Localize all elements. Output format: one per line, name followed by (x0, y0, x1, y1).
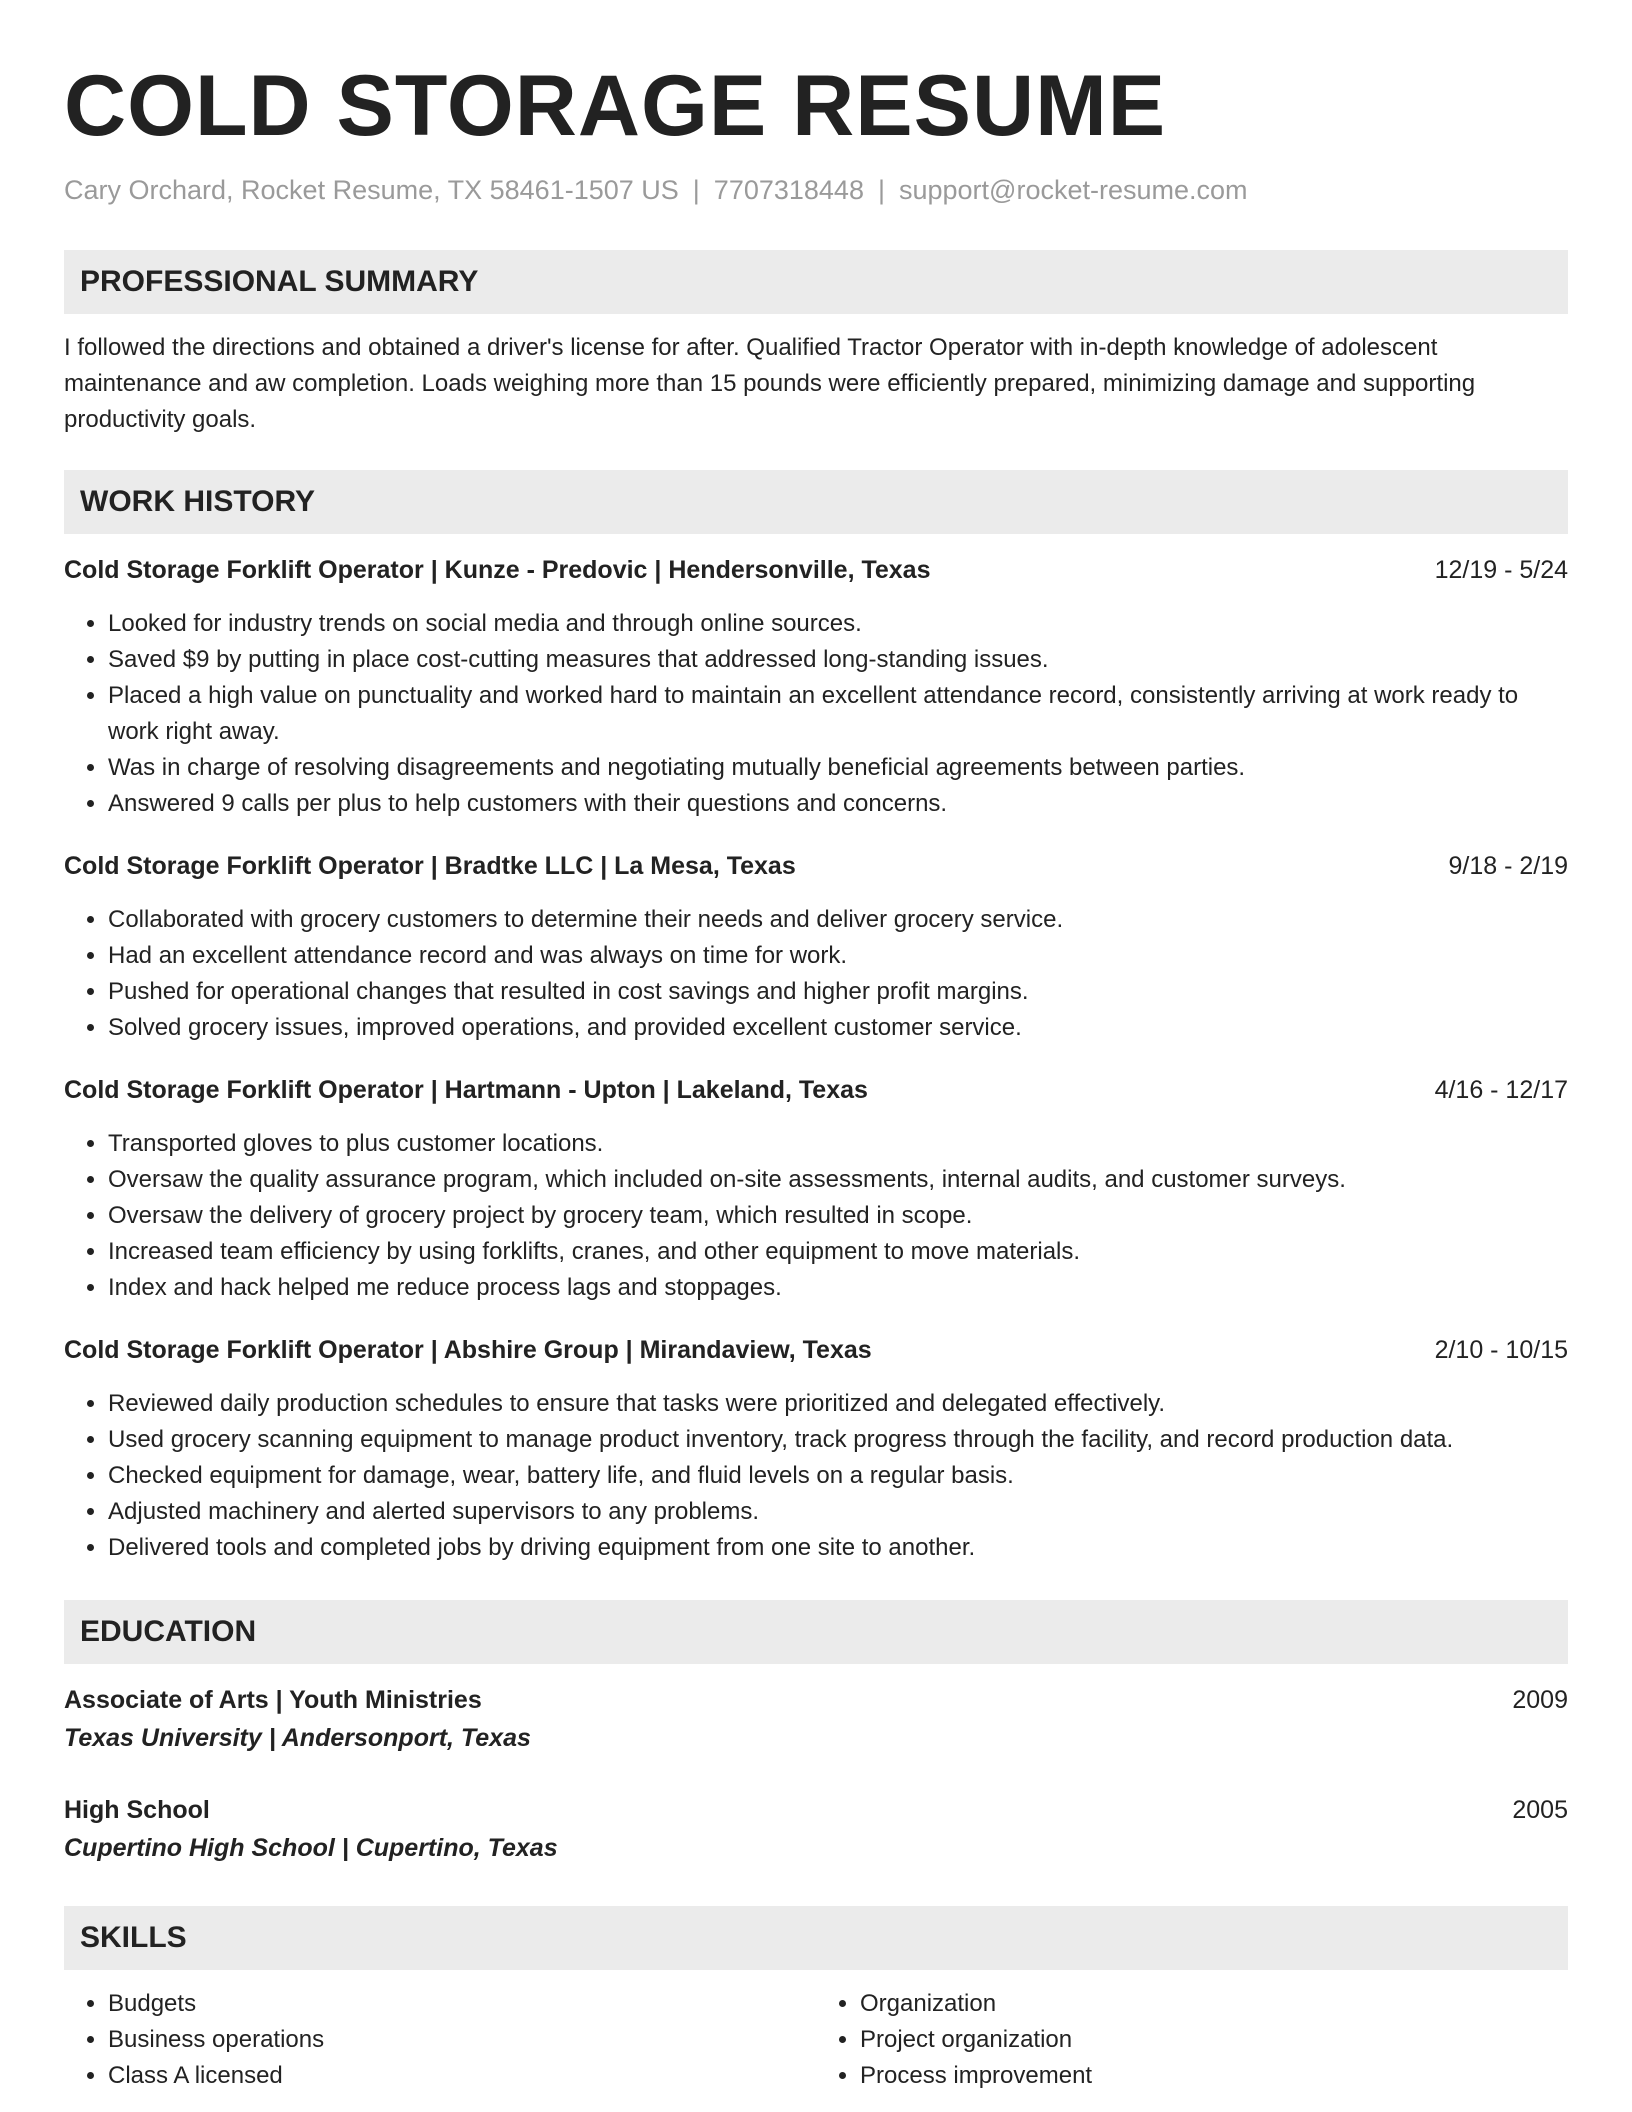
education-degree: High School (64, 1796, 210, 1824)
contact-address: Cary Orchard, Rocket Resume, TX 58461-1507 US (64, 175, 679, 205)
job-bullet: • Had an excellent attendance record and was always on time for work. (108, 938, 1568, 974)
job-title: Cold Storage Forklift Operator | Hartmann - Upton | Lakeland, Texas (64, 1076, 868, 1104)
job-bullet: • Transported gloves to plus customer locations. (108, 1126, 1568, 1162)
education-school: Texas University | Andersonport, Texas (64, 1724, 531, 1752)
summary-section-header: PROFESSIONAL SUMMARY (64, 250, 1568, 314)
job-entry (64, 1332, 1568, 1566)
education-degree: Associate of Arts | Youth Ministries (64, 1686, 482, 1714)
job-bullet: • Adjusted machinery and alerted supervisors to any problems. (108, 1494, 1568, 1530)
job-dates: 9/18 - 2/19 (1448, 852, 1568, 880)
job-bullet: • Reviewed daily production schedules to ensure that tasks were prioritized and delegated effectively. (108, 1386, 1568, 1422)
skill-item: • Business operations (108, 2022, 816, 2058)
skill-item: • Class A licensed (108, 2058, 816, 2094)
skills-column-left (64, 1986, 816, 2094)
job-bullet: • Collaborated with grocery customers to determine their needs and deliver grocery service. (108, 902, 1568, 938)
job-bullet: • Index and hack helped me reduce process lags and stoppages. (108, 1270, 1568, 1306)
skills-section-header: SKILLS (64, 1906, 1568, 1970)
contact-separator: | (877, 175, 885, 205)
job-dates: 4/16 - 12/17 (1434, 1076, 1568, 1104)
job-bullet: • Increased team efficiency by using forklifts, cranes, and other equipment to move materials. (108, 1234, 1568, 1270)
skill-item: • Budgets (108, 1986, 816, 2022)
job-bullet: • Looked for industry trends on social media and through online sources. (108, 606, 1568, 642)
job-entry (64, 848, 1568, 1046)
education-header (64, 1792, 1568, 1828)
job-bullets (64, 1126, 1568, 1306)
job-title: Cold Storage Forklift Operator | Kunze - Predovic | Hendersonville, Texas (64, 556, 931, 584)
education-year: 2009 (1512, 1686, 1568, 1714)
job-entry (64, 552, 1568, 822)
job-bullet: • Used grocery scanning equipment to manage product inventory, track progress through the facility, and record production data. (108, 1422, 1568, 1458)
job-entry (64, 1072, 1568, 1306)
job-dates: 12/19 - 5/24 (1434, 556, 1568, 584)
job-header (64, 848, 1568, 884)
job-bullet: • Was in charge of resolving disagreements and negotiating mutually beneficial agreements between parties. (108, 750, 1568, 786)
summary-text: I followed the directions and obtained a driver's license for after. Qualified Tractor Operator with in-depth knowledge of adolescent maintenance and aw completion. Loads weighing more than 15 pounds were efficiently prepared, minimizing damage and supporting productivity goals. (64, 334, 1476, 433)
job-title: Cold Storage Forklift Operator | Bradtke LLC | La Mesa, Texas (64, 852, 796, 880)
contact-line (64, 170, 1568, 210)
job-bullet: • Pushed for operational changes that resulted in cost savings and higher profit margins. (108, 974, 1568, 1010)
job-bullets (64, 902, 1568, 1046)
job-header (64, 1332, 1568, 1368)
contact-email[interactable]: support@rocket-resume.com (898, 175, 1248, 205)
job-header (64, 552, 1568, 588)
education-school: Cupertino High School | Cupertino, Texas (64, 1834, 558, 1862)
job-dates: 2/10 - 10/15 (1434, 1336, 1568, 1364)
contact-separator: | (692, 175, 700, 205)
work-history-section-header: WORK HISTORY (64, 470, 1568, 534)
education-entry (64, 1682, 1568, 1758)
job-bullet: • Delivered tools and completed jobs by driving equipment from one site to another. (108, 1530, 1568, 1566)
job-bullet: • Oversaw the delivery of grocery project by grocery team, which resulted in scope. (108, 1198, 1568, 1234)
job-bullet: • Placed a high value on punctuality and worked hard to maintain an excellent attendance record, consistently arriving at work ready to work right away. (108, 678, 1568, 750)
job-bullet: • Saved $9 by putting in place cost-cutting measures that addressed long-standing issues. (108, 642, 1568, 678)
job-bullets (64, 606, 1568, 822)
job-bullet: • Answered 9 calls per plus to help customers with their questions and concerns. (108, 786, 1568, 822)
education-entry (64, 1792, 1568, 1868)
skill-item: • Organization (860, 1986, 1568, 2022)
skill-item: • Process improvement (860, 2058, 1568, 2094)
resume-title: COLD STORAGE RESUME (64, 58, 1167, 154)
skill-item: • Project organization (860, 2022, 1568, 2058)
contact-phone: 7707318448 (713, 175, 864, 205)
education-section-header: EDUCATION (64, 1600, 1568, 1664)
job-bullet: • Checked equipment for damage, wear, battery life, and fluid levels on a regular basis. (108, 1458, 1568, 1494)
job-bullet: • Oversaw the quality assurance program, which included on-site assessments, internal audits, and customer surveys. (108, 1162, 1568, 1198)
job-bullet: • Solved grocery issues, improved operations, and provided excellent customer service. (108, 1010, 1568, 1046)
education-header (64, 1682, 1568, 1718)
job-bullets (64, 1386, 1568, 1566)
skills-column-right (816, 1986, 1568, 2094)
education-year: 2005 (1512, 1796, 1568, 1824)
skills-list (64, 1986, 1568, 2094)
job-header (64, 1072, 1568, 1108)
job-title: Cold Storage Forklift Operator | Abshire Group | Mirandaview, Texas (64, 1336, 872, 1364)
